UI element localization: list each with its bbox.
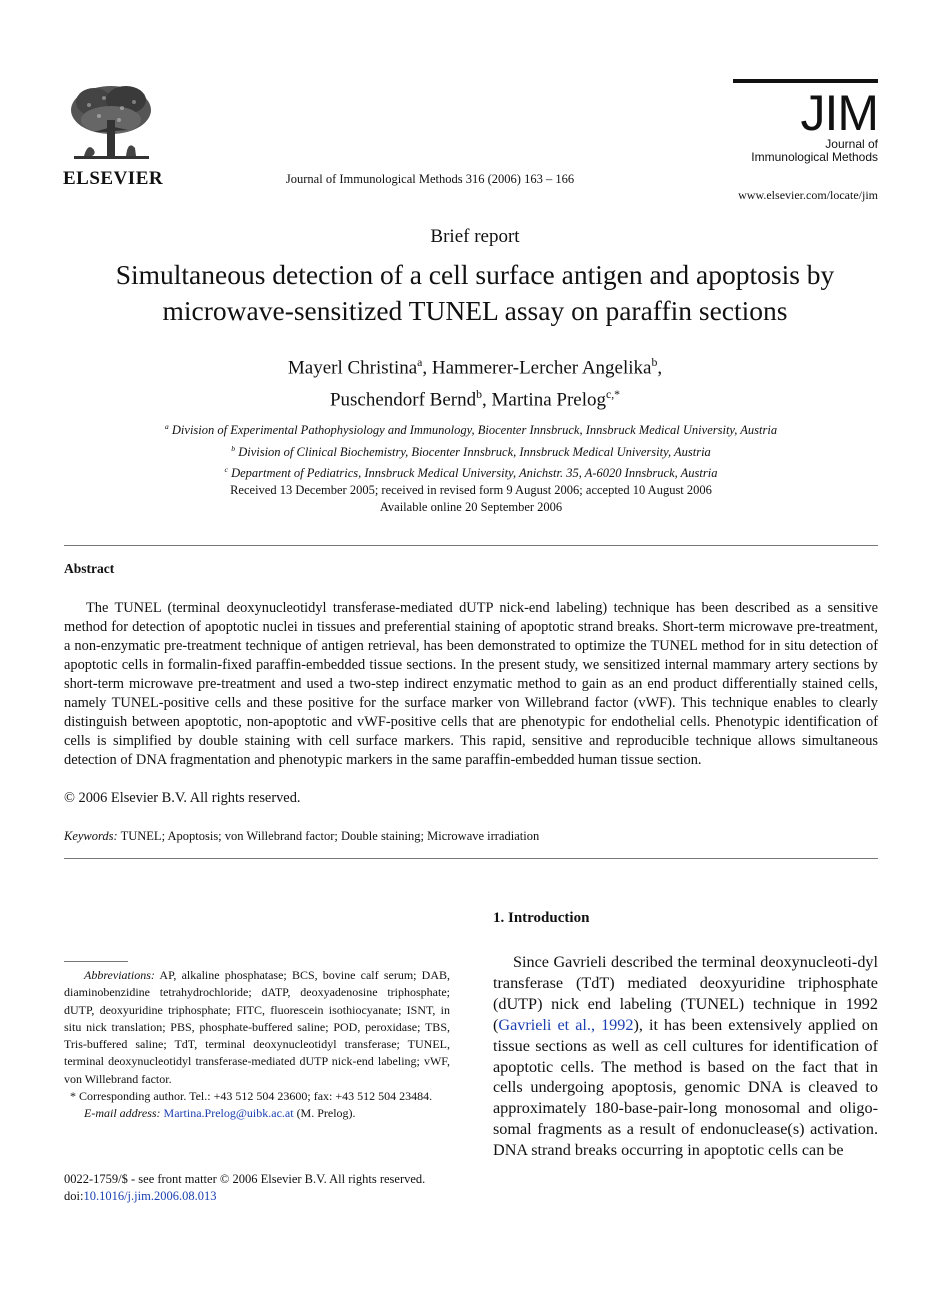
title-line-1: Simultaneous detection of a cell surface antigen and apoptosis by bbox=[115, 259, 835, 290]
author-name: Puschendorf Bernd bbox=[329, 389, 477, 411]
doi-line bbox=[64, 1188, 484, 1205]
journal-url[interactable]: www.elsevier.com/locate/jim bbox=[738, 188, 878, 202]
citation-link[interactable]: Gavrieli et al., 1992 bbox=[498, 1015, 634, 1034]
abbreviations-footnote bbox=[64, 967, 450, 1088]
affiliation-text: Department of Pediatrics, Innsbruck Medical University, Anichstr. 35, A-6020 Innsbruck, Austria bbox=[231, 466, 718, 481]
title-line-2: microwave-sensitized TUNEL assay on paraffin sections bbox=[162, 295, 788, 326]
author-list bbox=[150, 349, 800, 414]
affiliation-b bbox=[64, 440, 878, 462]
author-name: Martina Prelog bbox=[491, 389, 607, 411]
doi-link[interactable]: 10.1016/j.jim.2006.08.013 bbox=[83, 1189, 217, 1203]
intro-text-part2: ), it has been extensively applied on tissue sections as well as cell cultures for identification of apoptotic cells. The method is based on the fact that in cells undergoing apoptosis, genomic DNA is cleaved to approximately 180-base-pair-long monosomal and oligo-somal fragments as a result of endonuclease(s) activation. DNA strand breaks occurring in apoptotic cells can be bbox=[493, 1015, 878, 1160]
author-affil-mark: c,* bbox=[606, 388, 621, 402]
received-dates: Received 13 December 2005; received in revised form 9 August 2006; accepted 10 August 2006 bbox=[230, 483, 712, 497]
affiliations bbox=[64, 418, 878, 483]
author-separator: , bbox=[422, 357, 432, 379]
footnotes bbox=[64, 967, 450, 1123]
article-dates bbox=[64, 482, 878, 516]
email-label: E-mail address: bbox=[84, 1106, 161, 1121]
top-divider bbox=[64, 545, 878, 546]
journal-name-line1: Journal of bbox=[825, 137, 878, 151]
journal-citation: Journal of Immunological Methods 316 (2006) 163 – 166 bbox=[285, 172, 575, 186]
bottom-divider bbox=[64, 858, 878, 859]
corresponding-author: * Corresponding author. Tel.: +43 512 504 23600; fax: +43 512 504 23484. bbox=[70, 1089, 433, 1104]
available-online: Available online 20 September 2006 bbox=[379, 500, 563, 514]
elsevier-tree-logo bbox=[64, 80, 159, 165]
intro-text-part1: Since Gavrieli described the terminal deoxynucleoti-dyl transferase (TdT) mediated deoxyuridine triphosphate (dUTP) nick end labeling (TUNEL) technique in 1992 ( bbox=[493, 953, 878, 1034]
abstract-text: The TUNEL (terminal deoxynucleotidyl transferase-mediated dUTP nick-end labeling) technique has been described as a sensitive method for detection of apoptotic nuclei in tissues and preferential staining of apoptotic strand breaks. Short-term microwave pre-treatment, a non-enzymatic pre-treatment technique of antigen retrieval, has been demonstrated to optimize the TUNEL method for in situ detection of apoptotic cells in formalin-fixed paraffin-embedded tissue sections. In the present study, we sensitized internal mammary artery sections by short-term microwave pre-treatment and used a two-step indirect enzymatic method to gain as an end product differentially stained cells, namely TUNEL-positive cells and these positive for the surface marker von Willebrand factor (vWF). This technique enables to clearly distinguish between apoptotic, non-apoptotic and vWF-positive cells that are phenotypic for endothelial cells. Phenotypic identification of cells is simplified by double staining with cell surface markers. This rapid, sensitive and reproducible technique allows simultaneous detection of DNA fragmentation and phenotypic markers in the same paraffin-embedded human tissue section. bbox=[64, 600, 878, 768]
journal-name bbox=[733, 138, 878, 164]
publisher-name: ELSEVIER bbox=[63, 168, 164, 189]
affiliation-c bbox=[64, 461, 878, 483]
author-separator: , bbox=[482, 389, 492, 411]
affiliation-mark: b bbox=[231, 443, 236, 453]
abbreviations-text: AP, alkaline phosphatase; BCS, bovine calf serum; DAB, diaminobenzidine tetrahydrochloride; dATP, deoxyadenosine triphosphate; dUTP, deoxyuridine triphosphate; FITC, fluorescein isothiocyanate; ISNT, in situ nick translation; PBS, phosphate-buffered saline; POD, peroxidase; TBS, Tris-buffered saline; TdT, terminal deoxynucleotidyl transferase; TUNEL, terminal deoxynucleotidyl transferase-mediated dUTP nick-end labeling; vWF, von Willebrand factor. bbox=[64, 968, 451, 1086]
email-footnote bbox=[64, 1105, 450, 1122]
abstract-copyright: © 2006 Elsevier B.V. All rights reserved. bbox=[64, 790, 301, 806]
affiliation-mark: c bbox=[224, 465, 228, 475]
introduction-text bbox=[493, 952, 878, 1161]
abstract-heading: Abstract bbox=[64, 561, 115, 576]
affiliation-text: Division of Experimental Pathophysiology and Immunology, Biocenter Innsbruck, Innsbruck Medical University, Austria bbox=[171, 423, 778, 438]
email-suffix: (M. Prelog). bbox=[296, 1106, 356, 1121]
author-affil-mark: b bbox=[476, 388, 482, 402]
author-affil-mark: b bbox=[651, 356, 658, 369]
affiliation-text: Division of Clinical Biochemistry, Biocenter Innsbruck, Innsbruck Medical University, Austria bbox=[238, 444, 711, 459]
introduction-heading: 1. Introduction bbox=[493, 910, 590, 926]
abbreviations-label: Abbreviations: bbox=[84, 968, 155, 982]
keywords-label: Keywords: bbox=[64, 829, 118, 843]
jim-logo-bar bbox=[733, 79, 878, 83]
email-link[interactable]: Martina.Prelog@uibk.ac.at bbox=[163, 1106, 294, 1121]
footnote-rule bbox=[64, 961, 128, 962]
author-affil-mark: a bbox=[417, 356, 423, 369]
issn-line: 0022-1759/$ - see front matter © 2006 Elsevier B.V. All rights reserved. bbox=[64, 1172, 426, 1186]
jim-logo: JIM bbox=[800, 85, 878, 141]
article-type: Brief report bbox=[430, 226, 520, 247]
journal-name-line2: Immunological Methods bbox=[751, 150, 878, 164]
issn-block bbox=[64, 1171, 484, 1205]
article-title bbox=[60, 257, 890, 329]
author-name: Mayerl Christina bbox=[287, 357, 418, 379]
affiliation-a bbox=[64, 418, 878, 440]
affiliation-mark: a bbox=[164, 422, 169, 431]
author-name: Hammerer-Lercher Angelika bbox=[431, 357, 652, 379]
keywords-text: TUNEL; Apoptosis; von Willebrand factor; Double staining; Microwave irradiation bbox=[120, 829, 540, 843]
doi-label: doi: bbox=[64, 1189, 84, 1203]
author-separator: , bbox=[657, 357, 663, 379]
keywords bbox=[64, 829, 539, 844]
